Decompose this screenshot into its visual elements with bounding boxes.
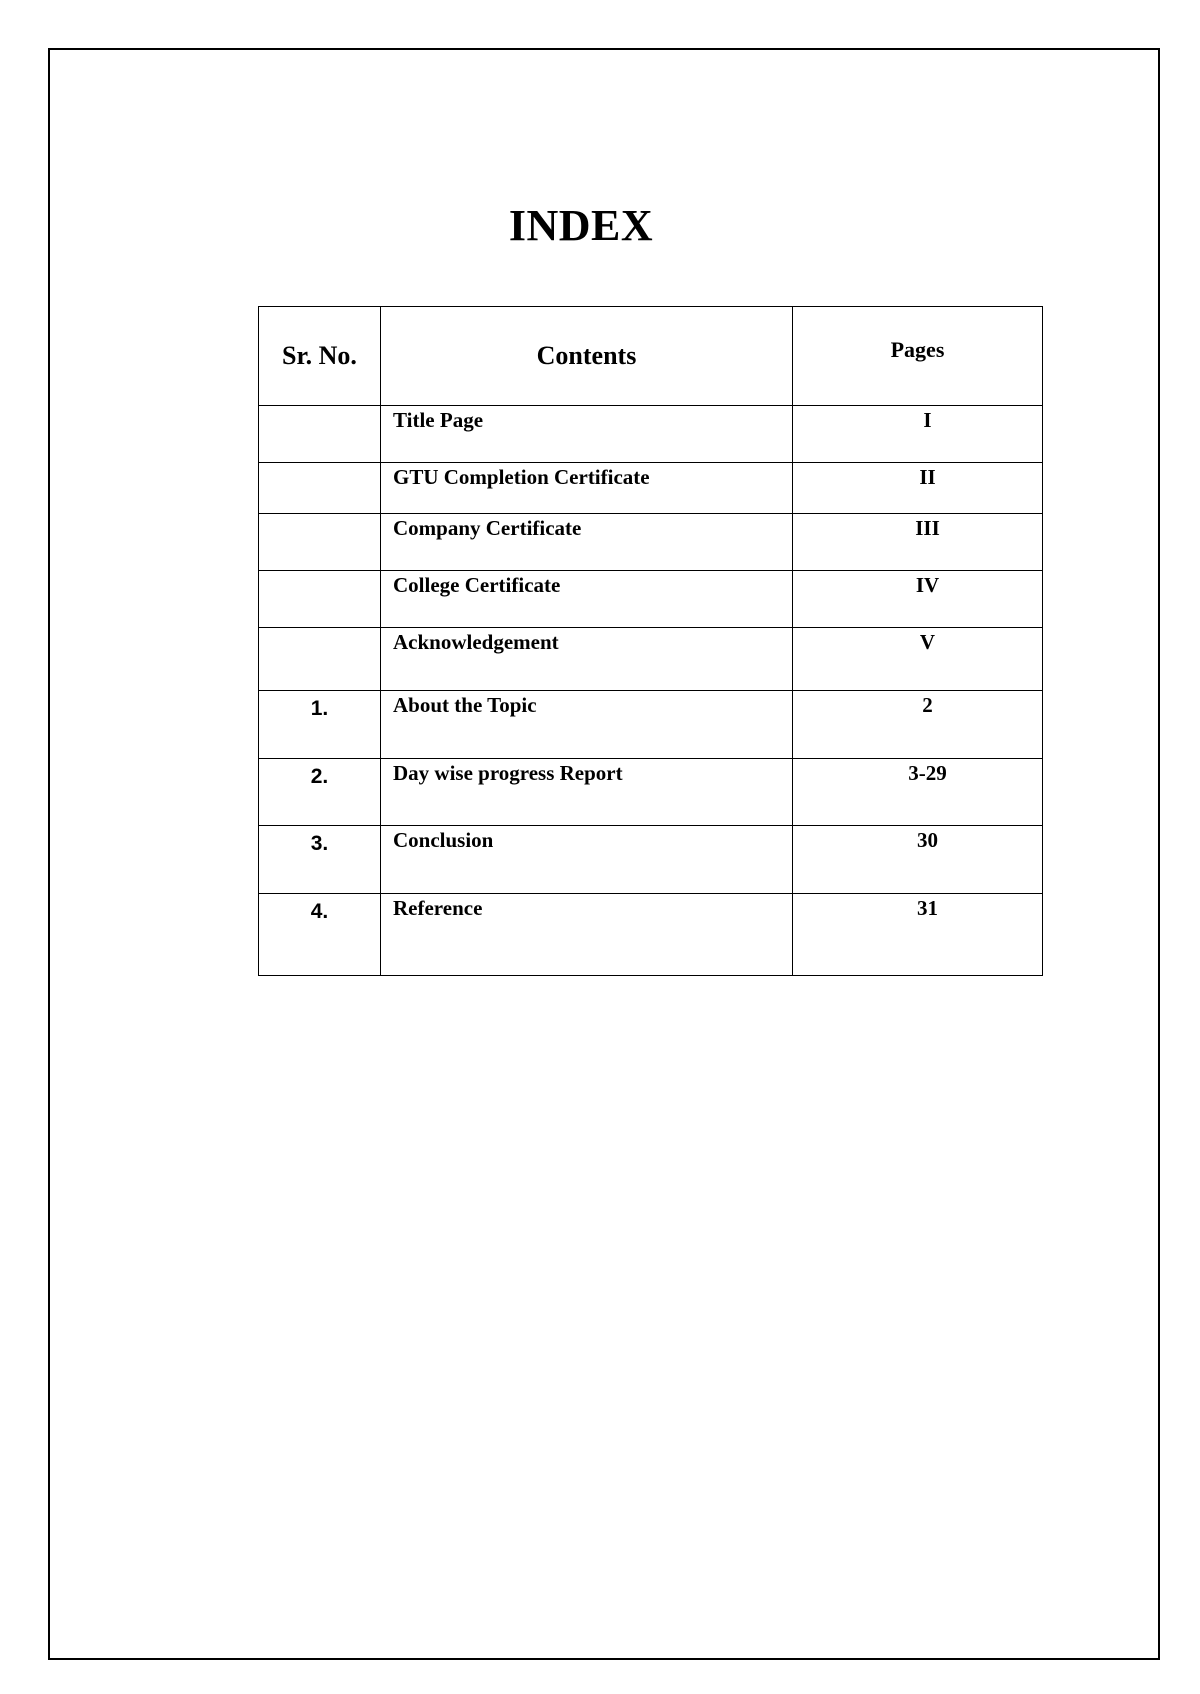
- row-content: Title Page: [393, 408, 484, 432]
- header-sr-no: Sr. No.: [259, 307, 381, 406]
- row-content: About the Topic: [393, 693, 537, 717]
- row-page: III: [915, 516, 940, 540]
- row-page: II: [919, 465, 936, 489]
- page-title: INDEX: [508, 201, 654, 250]
- table-row: [259, 514, 1043, 571]
- row-sr-no: 2.: [310, 765, 329, 788]
- row-sr-no: [259, 463, 380, 469]
- row-content: Reference: [393, 896, 483, 920]
- table-row: [259, 826, 1043, 894]
- index-table: [258, 306, 1043, 976]
- row-page: IV: [915, 573, 940, 597]
- row-sr-no: [259, 628, 380, 634]
- row-content: Conclusion: [393, 828, 494, 852]
- row-sr-no: [259, 406, 380, 412]
- row-sr-no: [259, 514, 380, 520]
- row-sr-no: 4.: [310, 900, 329, 923]
- row-page: 3-29: [908, 761, 947, 785]
- row-content: Acknowledgement: [393, 630, 559, 654]
- row-content: Day wise progress Report: [393, 761, 623, 785]
- row-page: V: [919, 630, 936, 654]
- table-row: [259, 628, 1043, 691]
- row-sr-no: 1.: [310, 697, 329, 720]
- row-sr-no: 3.: [310, 832, 329, 855]
- table-row: [259, 894, 1043, 976]
- table-row: [259, 463, 1043, 514]
- table-row: [259, 691, 1043, 759]
- row-page: 2: [922, 693, 933, 717]
- header-contents: Contents: [381, 307, 793, 406]
- header-pages: Pages: [793, 307, 1043, 406]
- table-row: [259, 571, 1043, 628]
- row-content: Company Certificate: [393, 516, 582, 540]
- table-row: [259, 406, 1043, 463]
- row-content: GTU Completion Certificate: [393, 465, 650, 489]
- row-page: 31: [917, 896, 938, 920]
- row-page: 30: [917, 828, 938, 852]
- table-row: [259, 759, 1043, 826]
- row-content: College Certificate: [393, 573, 561, 597]
- table-header-row: [259, 307, 1043, 406]
- row-page: I: [923, 408, 932, 432]
- row-sr-no: [259, 571, 380, 577]
